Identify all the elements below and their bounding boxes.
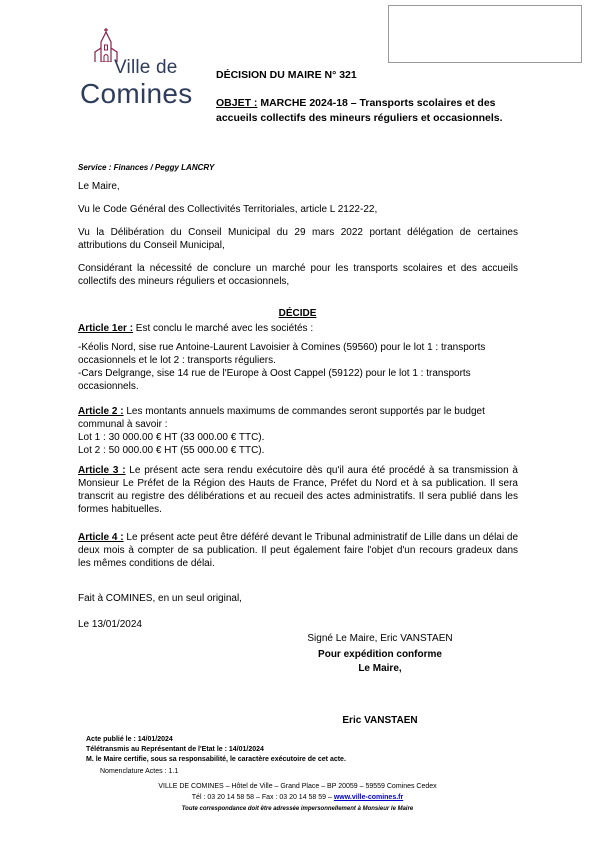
article-2-label: Article 2 : [78,406,124,417]
website-link[interactable]: www.ville-comines.fr [333,794,404,801]
signature-expedition: Pour expédition conforme [318,649,442,660]
signature-le-maire: Le Maire, [358,663,402,674]
city-logo [78,28,198,110]
article-1-item-1: -Kéolis Nord, sise rue Antoine-Laurent Lavoisier à Comines (59560) pour le lot 1 : transports occasionnels et le lot 2 : transports réguliers. [78,342,486,366]
logo-line-1: Ville de [114,57,178,78]
considerant: Considérant la nécessité de conclure un marché pour les transports scolaires et des accueils collectifs des mineurs réguliers et occasionnels, [78,263,518,287]
publication-date: Acte publié le : 14/01/2024 [86,736,173,743]
objet-block [216,96,516,126]
footer-phone-fax: Tél : 03 20 14 58 58 – Fax : 03 20 14 58 59 – [191,794,334,801]
article-1 [78,322,518,335]
article-2 [78,405,518,431]
nomenclature: Nomenclature Actes : 1.1 [100,768,179,775]
article-4 [78,531,518,570]
teletransmission-date: Télétransmis au Représentant de l'Etat le : 14/01/2024 [86,746,264,753]
article-4-label: Article 4 : [78,532,124,543]
article-1-text: Est conclu le marché avec les sociétés : [133,323,314,334]
article-4-text: Le présent acte peut être déféré devant le Tribunal administratif de Lille dans un délai de deux mois à compter de sa publication. Il peut également faire l'objet d'un recours gradeux dans les mêmes conditions de délai. [78,532,518,569]
article-1-label: Article 1er : [78,323,134,334]
vu-deliberation: Vu la Délibération du Conseil Municipal du 29 mars 2022 portant délégation de certaines attributions du Conseil Municipal, [78,227,518,251]
lot-2-amount: Lot 2 : 50 000.00 € HT (55 000.00 € TTC). [78,445,265,456]
article-3-text: Le présent acte sera rendu exécutoire dès qu'il aura été procédé à sa transmission à Monsieur Le Préfet de la Région des Hauts de France, Préfet du Nord et à sa publication. Il sera transcrit au registre des délibérations et au recueil des actes administratifs. Il sera publié dans les formes habituelles. [78,465,518,515]
stamp-box [388,5,582,63]
footer-note: Toute correspondance doit être adressée impersonnellement à Monsieur le Maire [181,806,414,812]
vu-code: Vu le Code Général des Collectivités Territoriales, article L 2122-22, [78,204,378,215]
greeting: Le Maire, [78,181,120,192]
article-3 [78,464,518,516]
logo-line-2: Comines [80,78,193,109]
footer-address: VILLE DE COMINES – Hôtel de Ville – Grand Place – BP 20059 – 59559 Comines Cedex [158,783,437,790]
article-3-label: Article 3 : [78,465,126,476]
decision-title: DÉCISION DU MAIRE N° 321 [216,69,357,81]
objet-label: OBJET : [216,97,258,109]
decide-heading: DÉCIDE [278,308,317,319]
objet-text: MARCHE 2024-18 – Transports scolaires et des accueils collectifs des mineurs réguliers et occasionnels. [216,97,503,124]
lot-1-amount: Lot 1 : 30 000.00 € HT (33 000.00 € TTC). [78,432,265,443]
fait-a: Fait à COMINES, en un seul original, [78,593,242,604]
executoire-statement: M. le Maire certifie, sous sa responsabilité, le caractère exécutoire de cet acte. [86,756,346,763]
article-2-text: Les montants annuels maximums de commandes seront supportés par le budget communal à savoir : [78,406,485,430]
article-1-item-2: -Cars Delgrange, sise 14 rue de l'Europe à Oost Cappel (59122) pour le lot 1 : transports occasionnels. [78,368,471,392]
decision-date: Le 13/01/2024 [78,619,142,630]
signature-signe: Signé Le Maire, Eric VANSTAEN [307,633,453,644]
footer-contact [0,793,595,803]
service-line: Service : Finances / Peggy LANCRY [78,163,215,172]
signature-name: Eric VANSTAEN [342,715,418,726]
